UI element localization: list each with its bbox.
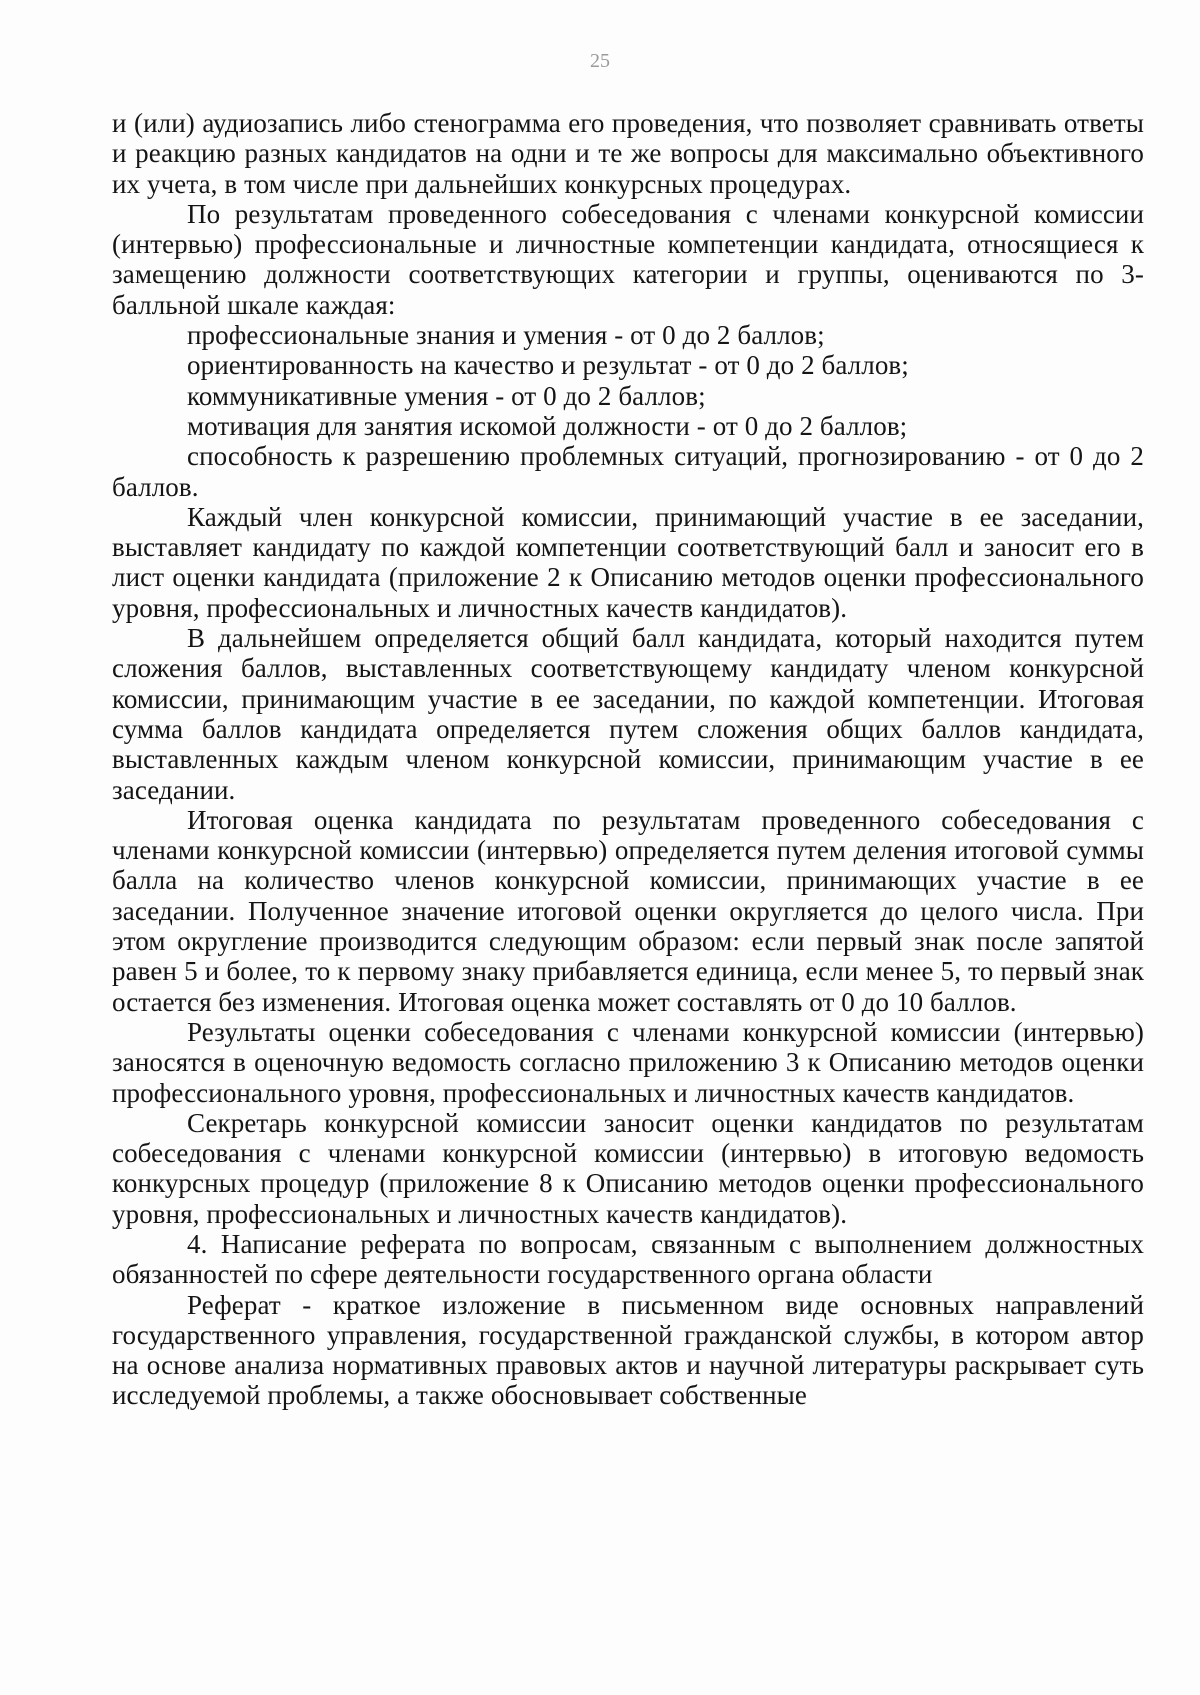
list-item-problem-solving: способность к разрешению проблемных ситуаций, прогнозированию - от 0 до 2 баллов. [112, 441, 1144, 502]
paragraph-member-scoring: Каждый член конкурсной комиссии, принимающий участие в ее заседании, выставляет кандидату по каждой компетенции соответствующий балл и заносит его в лист оценки кандидата (приложение 2 к Описанию методов оценки профессионального уровня, профессиональных и личностных качеств кандидатов). [112, 501, 1144, 623]
paragraph-secretary: Секретарь конкурсной комиссии заносит оценки кандидатов по результатам собеседования с членами конкурсной комиссии (интервью) в итоговую ведомость конкурсных процедур (приложение 8 к Описанию методов оценки профессионального уровня, профессиональных и личностных качеств кандидатов). [112, 1107, 1144, 1229]
paragraph-final-assessment: Итоговая оценка кандидата по результатам проведенного собеседования с членами конкурсной комиссии (интервью) определяется путем деления итоговой суммы балла на количество членов конкурсной комиссии, принимающих участие в ее заседании. Полученное значение итоговой оценки округляется до целого числа. При этом округление производится следующим образом: если первый знак после запятой равен 5 и более, то к первому знаку прибавляется единица, если менее 5, то первый знак остается без изменения. Итоговая оценка может составлять от 0 до 10 баллов. [112, 804, 1144, 1017]
section-heading-essay: 4. Написание реферата по вопросам, связанным с выполнением должностных обязанностей по сфере деятельности государственного органа области [112, 1228, 1144, 1290]
paragraph-interview-results: По результатам проведенного собеседования с членами конкурсной комиссии (интервью) профессиональные и личностные компетенции кандидата, относящиеся к замещению должности соответствующих категории и группы, оцениваются по 3-балльной шкале каждая: [112, 198, 1144, 320]
paragraph-continuation: и (или) аудиозапись либо стенограмма его проведения, что позволяет сравнивать ответы и реакцию разных кандидатов на одни и те же вопросы для максимально объективного их учета, в том числе при дальнейших конкурсных процедурах. [112, 108, 1144, 199]
list-item-communication-skills: коммуникативные умения - от 0 до 2 баллов; [187, 380, 706, 411]
document-body [112, 108, 1144, 1411]
list-item-motivation: мотивация для занятия искомой должности - от 0 до 2 баллов; [187, 410, 908, 441]
page-number: 25 [590, 50, 610, 72]
paragraph-total-score: В дальнейшем определяется общий балл кандидата, который находится путем сложения баллов, выставленных соответствующему кандидату членом конкурсной комиссии, принимающим участие в ее заседании, по каждой компетенции. Итоговая сумма баллов кандидата определяется путем сложения общих баллов кандидата, выставленных каждым членом конкурсной комиссии, принимающим участие в ее заседании. [112, 623, 1144, 805]
paragraph-essay-definition: Реферат - краткое изложение в письменном виде основных направлений государственного управления, государственной гражданской службы, в котором автор на основе анализа нормативных правовых актов и научной литературы раскрывает суть исследуемой проблемы, а также обосновывает собственные [112, 1289, 1144, 1411]
list-item-quality-orientation: ориентированность на качество и результат - от 0 до 2 баллов; [187, 350, 909, 381]
paragraph-assessment-record: Результаты оценки собеседования с членами конкурсной комиссии (интервью) заносятся в оценочную ведомость согласно приложению 3 к Описанию методов оценки профессионального уровня, профессиональных и личностных качеств кандидатов. [112, 1016, 1144, 1108]
list-item-professional-knowledge: профессиональные знания и умения - от 0 до 2 баллов; [187, 320, 825, 351]
